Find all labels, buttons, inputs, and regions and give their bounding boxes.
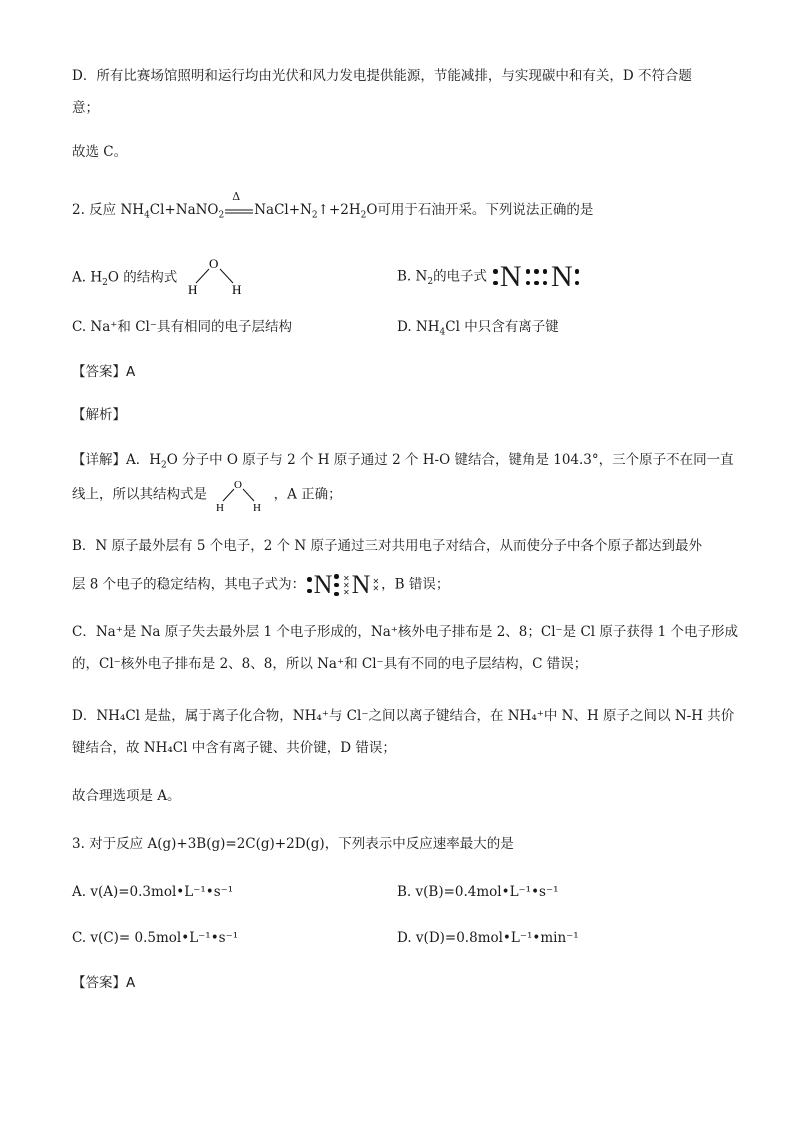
- analysis-label: 【解析】: [72, 407, 126, 423]
- detail-a-line1: 【详解】A．$H_2O$ 分子中 O 原子与 2 个 H 原子通过 2 个 H-O 键结合，键角是 104.3°，三个原子不在同一直: [72, 452, 734, 471]
- detail-d-line1: D．NH₄Cl 是盐，属于离子化合物，NH₄⁺与 Cl⁻之间以离子键结合，在 NH₄⁺中 N、H 原子之间以 N-H 共价: [72, 708, 735, 724]
- detail-d-line2: 键结合，故 NH₄Cl 中含有离子键、共价键，D 错误；: [72, 740, 396, 756]
- svg-text:O: O: [208, 256, 218, 271]
- water-structure-icon: [211, 478, 269, 512]
- cross-electrons-icon: ✕ ✕: [372, 577, 380, 593]
- water-structure-icon: [182, 256, 252, 296]
- choose-c-text: 故选 C。: [72, 144, 128, 160]
- q2-option-d: D. $NH_4Cl$ 中只含有离子键: [397, 319, 559, 338]
- q3-option-a: A. v(A)=0.3mol•L⁻¹•s⁻¹: [72, 884, 234, 900]
- lone-pair-icon: [493, 269, 498, 285]
- bond-pair-icon: [526, 269, 531, 285]
- reaction-arrow: Δ: [232, 189, 241, 203]
- q2-option-b: B. $N_2$的电子式 N N: [397, 262, 581, 292]
- detail-c-line1: C．Na⁺是 Na 原子失去最外层 1 个电子形成的，Na⁺核外电子排布是 2、8；Cl⁻是 Cl 原子获得 1 个电子形成: [72, 624, 739, 640]
- detail-a-line2: 线上，所以其结构式是 O H H ，A 正确；: [72, 479, 342, 512]
- q2-option-c: C. Na⁺和 Cl⁻具有相同的电子层结构: [72, 319, 292, 335]
- svg-text:O: O: [234, 479, 243, 491]
- question-3: 3. 对于反应 A(g)+3B(g)=2C(g)+2D(g)，下列表示中反应速率最大的是: [72, 836, 514, 852]
- detail-b-line1: B．N 原子最外层有 5 个电子，2 个 N 原子通过三对共用电子对结合，从而使分子中各个原子都达到最外: [72, 538, 702, 554]
- lone-pair-icon: [575, 269, 580, 285]
- answer-label: 【答案】A: [72, 364, 136, 380]
- q3-option-b: B. v(B)=0.4mol•L⁻¹•s⁻¹: [397, 884, 559, 900]
- svg-text:H: H: [231, 282, 241, 296]
- bond-pair-icon: [334, 574, 339, 596]
- svg-text:H: H: [187, 282, 197, 296]
- q3-option-d: D. v(D)=0.8mol•L⁻¹•min⁻¹: [397, 930, 579, 946]
- option-d-text-cont: 意；: [72, 100, 99, 116]
- q2-option-a: A. $H_2O$ 的结构式 O H H: [72, 258, 252, 298]
- bond-pair-icon: [543, 269, 548, 285]
- svg-text:H: H: [216, 502, 225, 512]
- detail-b-line2: 层 8 个电子的稳定结构，其电子式为： N ✕ ✕ ✕ N ✕ ✕ ，B 错误；: [72, 570, 450, 599]
- answer-label-2: 【答案】A: [72, 975, 136, 991]
- q3-option-c: C. v(C)= 0.5mol•L⁻¹•s⁻¹: [72, 930, 239, 946]
- bond-pair-icon: [534, 269, 539, 285]
- detail-c-line2: 的，Cl⁻核外电子排布是 2、8、8，所以 Na⁺和 Cl⁻具有不同的电子层结构，C 错误；: [72, 656, 588, 672]
- question-2: 2. 反应 $NH_4Cl+NaNO_2$ Δ $NaCl+N_2↑+2H_2O$可用于石油开采。下列说法正确的是: [72, 189, 594, 221]
- cross-electrons-icon: ✕ ✕ ✕: [342, 573, 350, 597]
- option-d-text: D．所有比赛场馆照明和运行均由光伏和风力发电提供能源，节能减排，与实现碳中和有关，D 不符合题: [72, 68, 692, 84]
- conclusion-text: 故合理选项是 A。: [72, 788, 181, 804]
- svg-text:H: H: [253, 502, 262, 512]
- lone-pair-icon: [307, 577, 312, 593]
